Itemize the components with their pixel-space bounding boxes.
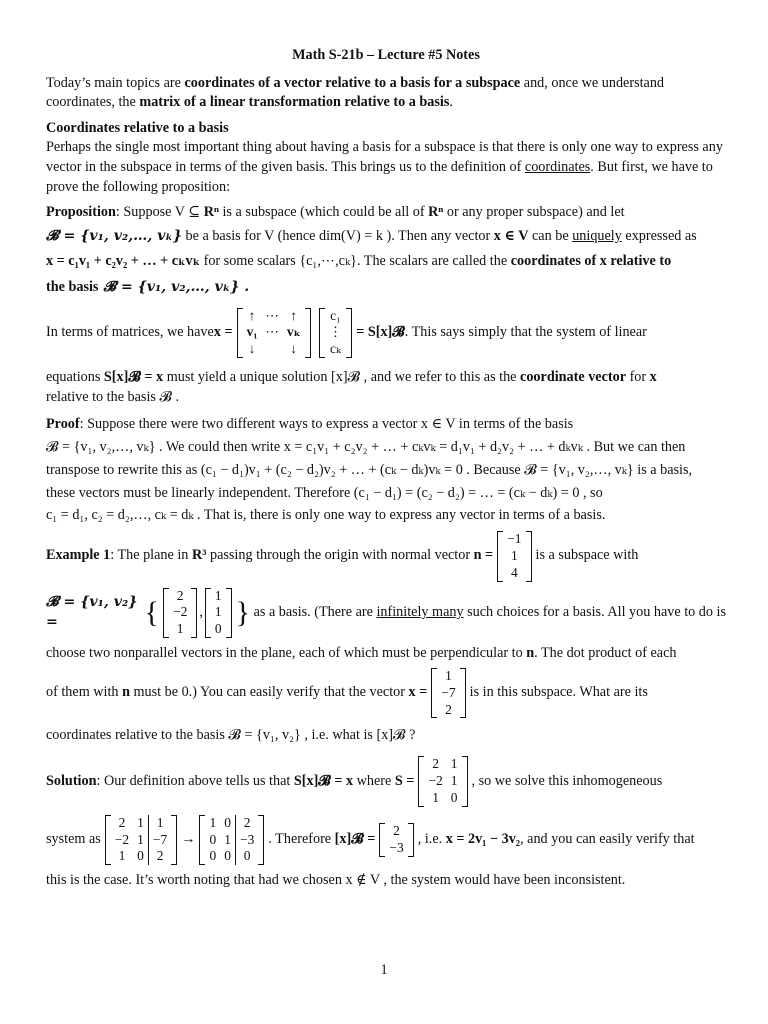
math-R3: R³ — [191, 547, 207, 564]
example-label: Example 1 — [46, 547, 111, 564]
solution-line — [46, 756, 726, 807]
matrix-entry: 1 — [209, 814, 217, 830]
basis-set: 𝓑 = {v₁, v₂,…, vₖ} . — [98, 278, 250, 295]
text: : Suppose there were two different ways to express a vector x ∈ V in terms of the basis — [79, 416, 574, 433]
text: : Our definition above tells us that — [96, 772, 294, 789]
matrix-entry: ↑ — [248, 307, 256, 323]
matrix-entry: ⋯ — [265, 324, 279, 340]
matrix-entry: v₁ — [246, 324, 258, 340]
matrix-entry: 1 — [432, 789, 439, 805]
text: for some scalars {c₁,⋯,cₖ}. The scalars are called the — [200, 253, 511, 270]
text: be a basis for V (hence dim(V) = k ). Then any vector — [182, 227, 494, 244]
matrix-entry: 0 — [137, 848, 144, 864]
coordinate-vector — [379, 823, 413, 857]
matrix-entry: 1 — [445, 667, 452, 683]
math-n: n — [526, 645, 535, 662]
matrix-entry: 2 — [176, 587, 184, 603]
underlined-term: coordinates — [524, 158, 591, 175]
text: must yield a unique solution [x]𝓑 , and we refer to this as the — [163, 369, 521, 386]
system-line — [46, 815, 726, 866]
proof-label: Proof — [46, 416, 80, 433]
text-line: coordinates relative to the basis 𝓑 = {v₁, v₂} , i.e. what is [x]𝓑 ? — [46, 727, 416, 744]
c-vector — [319, 308, 353, 359]
right-brace-icon: } — [235, 595, 251, 629]
matrix-entry: 0 — [209, 831, 217, 847]
text: passing through the origin with normal vector — [206, 547, 474, 564]
intro-paragraph — [46, 74, 726, 113]
matrix-entry: 1 — [450, 772, 458, 788]
matrix-entry: −7 — [441, 684, 456, 700]
intro-text: and, once we understand coordinates, the — [46, 74, 665, 111]
text: c₁ = d₁, c₂ = d₂,…, cₖ = dₖ . That is, there is only one way to express any vector in terms of a basis. — [46, 507, 606, 524]
text: . The dot product of each — [534, 645, 677, 662]
proposition-block — [46, 203, 726, 297]
matrix-entry: ↑ — [290, 307, 298, 323]
matrix-entry: c₁ — [330, 307, 341, 323]
math-equation: S[x]𝓑 = x — [103, 369, 164, 386]
matrix-entry: 2 — [235, 815, 258, 832]
matrix-form-line — [46, 308, 726, 359]
math-equation: S[x]𝓑 = x — [293, 772, 354, 789]
matrix-entry: −2 — [114, 831, 130, 847]
matrix-entry: 0 — [224, 814, 231, 830]
matrix-entry: 1 — [214, 604, 222, 620]
math-x: x = — [213, 324, 233, 341]
matrix-entry: 1 — [118, 848, 126, 864]
text: expressed as — [621, 227, 697, 244]
matrix-entry — [261, 341, 283, 358]
basis-matrix — [237, 308, 311, 359]
math-Rn: Rⁿ — [428, 204, 444, 221]
matrix-entry: 1 — [176, 621, 184, 637]
page-number: 1 — [380, 962, 388, 978]
matrix-entry: 2 — [445, 701, 452, 717]
math-n: n — [122, 684, 130, 701]
arrow-icon: → — [181, 831, 196, 848]
matrix-entry: −1 — [507, 530, 522, 546]
bold-term: coordinates of x relative to — [510, 253, 672, 270]
matrix-entry: 1 — [214, 587, 222, 603]
text: , i.e. — [417, 831, 446, 848]
text-line: this is the case. It’s worth noting that had we chosen x ∉ V , the system would have been inconsistent. — [46, 872, 626, 889]
matrix-entry: 2 — [393, 823, 400, 839]
basis-set: 𝓑 = {v₁, v₂} = — [46, 594, 138, 630]
text: is in this subspace. What are its — [469, 684, 648, 701]
text: choose two nonparallel vectors in the plane, each of which must be perpendicular to — [46, 645, 527, 662]
matrix-entry: 2 — [432, 756, 439, 771]
text: for — [626, 369, 650, 386]
page-title: Math S-21b – Lecture #5 Notes — [292, 47, 480, 63]
matrix-entry: 1 — [137, 814, 144, 830]
matrix-entry: vₖ — [286, 324, 301, 340]
math-n: n = — [473, 547, 494, 564]
proposition-label: Proposition — [46, 204, 116, 221]
section-text: . But first, we have to prove the following proposition: — [46, 158, 713, 195]
augmented-matrix — [105, 815, 178, 866]
matrix-entry: 0 — [224, 848, 231, 864]
text: : The plane in — [110, 547, 192, 564]
math-x-B: [x]𝓑 = — [334, 831, 376, 848]
matrix-entry: 0 — [209, 848, 217, 864]
matrix-entry: ⋯ — [265, 307, 279, 323]
document-page — [46, 46, 726, 891]
proof-block — [46, 413, 726, 527]
underlined-term: uniquely — [572, 227, 622, 244]
section-coordinates — [46, 119, 726, 197]
math-x: x = — [408, 684, 428, 701]
text: transpose to rewrite this as (c₁ − d₁)v₁ + (c₂ − d₂)v₂ + … + (cₖ − dₖ)vₖ = 0 . Because 𝓑 = {v₁, v₂,…, vₖ} is a basis, — [46, 461, 693, 478]
matrix-entry: ⋮ — [328, 324, 343, 340]
text: of them with — [46, 684, 123, 701]
matrix-S — [418, 756, 467, 807]
matrix-entry: 0 — [214, 621, 222, 637]
intro-text: . — [449, 94, 453, 111]
section-text: Perhaps the single most important thing about having a basis for a subspace is that there is only one way to express any vector in the subspace in terms of the given basis. This brings us to the definition of — [46, 139, 723, 175]
section-heading: Coordinates relative to a basis — [46, 119, 229, 136]
matrix-entry: 2 — [118, 814, 126, 830]
text: as a basis. (There are — [250, 604, 377, 621]
x-vector-line — [46, 668, 726, 719]
left-brace-icon: { — [144, 595, 159, 629]
text: is a subspace with — [535, 547, 639, 564]
matrix-entry: −2 — [172, 604, 188, 620]
matrix-entry: 0 — [450, 789, 458, 805]
matrix-entry: 1 — [510, 547, 518, 563]
matrix-entry: 1 — [224, 831, 231, 847]
vector-v2 — [205, 588, 232, 639]
matrix-entry: 2 — [148, 848, 171, 865]
text: such choices for a basis. All you have to do is — [463, 604, 726, 621]
intro-bold-topic: coordinates of a vector relative to a basis for a subspace — [184, 74, 521, 91]
text: must be 0.) You can easily verify that the vector — [129, 684, 409, 701]
text: : Suppose V ⊆ — [115, 204, 204, 221]
math-equation: x = 2v₁ − 3v₂ — [445, 831, 521, 848]
text-line: relative to the basis 𝓑 . — [46, 388, 180, 405]
matrix-entry: 1 — [148, 815, 171, 832]
basis-set: 𝓑 = {v₁, v₂,…, vₖ} — [46, 227, 182, 244]
matrix-entry: 4 — [510, 564, 518, 580]
intro-text: Today’s main topics are — [46, 74, 185, 91]
linear-combination: x = c₁v₁ + c₂v₂ + … + cₖvₖ — [46, 253, 201, 270]
matrix-entry: 0 — [235, 848, 258, 865]
text: system as — [46, 831, 101, 848]
solution-label: Solution — [46, 772, 97, 789]
text: , so we solve this inhomogeneous — [471, 772, 663, 789]
matrix-entry: −7 — [148, 832, 171, 849]
text: 𝓑 = {v₁, v₂,…, vₖ} . We could then write x = c₁v₁ + c₂v₂ + … + cₖvₖ = d₁v₁ + d₂v₂ + … + dₖvₖ . But we can then — [46, 439, 686, 456]
basis-line: 𝓑 = {v₁, v₂} = { 2 −2 1 , 1 1 0 } as a basis. (There are infinitely many such choices for a basis. All you have to do is — [46, 587, 726, 637]
math-S: S = — [394, 772, 415, 789]
math-x-in-V: x ∈ V — [493, 227, 529, 244]
bold-term: the basis — [46, 278, 99, 295]
text: . This says simply that the system of linear — [404, 324, 647, 341]
text: . Therefore — [268, 831, 335, 848]
text: can be — [528, 227, 573, 244]
matrix-entry: 1 — [137, 831, 144, 847]
intro-bold-topic: matrix of a linear transformation relative to a basis — [139, 94, 450, 111]
text: In terms of matrices, we have — [46, 324, 214, 341]
math-Rn: Rⁿ — [203, 204, 219, 221]
text: or any proper subspace) and let — [443, 204, 625, 221]
vector-v1 — [163, 588, 197, 639]
example-line — [46, 531, 726, 582]
normal-vector — [497, 531, 531, 582]
math-S-x-B: = S[x]𝓑 — [356, 324, 405, 341]
matrix-entry: cₖ — [329, 341, 341, 357]
text: where — [353, 772, 395, 789]
matrix-entry: −3 — [235, 832, 258, 849]
text: these vectors must be linearly independent. Therefore (c₁ − d₁) = (c₂ − d₂) = … = (cₖ − dₖ) = 0 , so — [46, 484, 603, 501]
math-x: x — [649, 369, 657, 386]
matrix-entry: −2 — [428, 772, 443, 788]
matrix-entry: 1 — [450, 756, 458, 771]
underlined-term: infinitely many — [376, 604, 464, 621]
matrix-entry: ↓ — [248, 341, 256, 357]
text-line — [46, 644, 726, 664]
reduced-matrix — [199, 815, 264, 866]
equations-line — [46, 368, 726, 388]
matrix-entry: −3 — [389, 839, 404, 855]
text: equations — [46, 369, 104, 386]
matrix-entry: ↓ — [290, 341, 298, 357]
bold-term: coordinate vector — [520, 369, 627, 386]
text: is a subspace (which could be all of — [218, 204, 429, 221]
text: , and you can easily verify that — [520, 831, 695, 848]
vector-x — [431, 668, 465, 719]
